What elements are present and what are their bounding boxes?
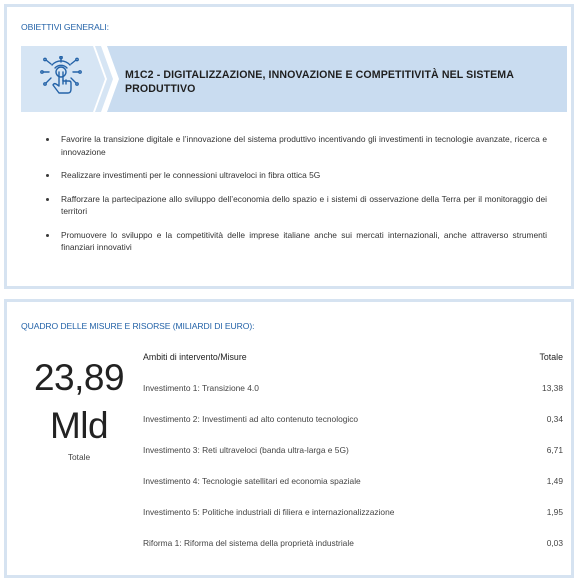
mission-banner	[21, 46, 567, 112]
resources-panel	[4, 299, 574, 578]
list-item	[37, 169, 547, 182]
measure-name: Investimento 3: Reti ultraveloci (banda ultra-larga e 5G)	[143, 445, 349, 455]
bullet-dot-icon	[46, 198, 49, 201]
total-summary	[25, 358, 133, 462]
objective-text: Realizzare investimenti per le connessioni ultraveloci in fibra ottica 5G	[61, 170, 321, 180]
table-row	[143, 445, 563, 463]
digital-hand-circuit-icon	[39, 56, 83, 102]
list-item	[37, 133, 547, 158]
objectives-panel	[4, 4, 574, 289]
measure-name: Investimento 4: Tecnologie satellitari ed economia spaziale	[143, 476, 361, 486]
measure-value: 0,03	[546, 538, 563, 548]
list-item	[37, 229, 547, 254]
table-row	[143, 507, 563, 525]
objective-text: Rafforzare la partecipazione allo sviluppo dell’economia dello spazio e i sistemi di osservazione della Terra per il monitoraggio dei territori	[61, 193, 547, 216]
total-value: 23,89	[33, 357, 125, 398]
mission-title: M1C2 - DIGITALIZZAZIONE, INNOVAZIONE E COMPETITIVITÀ NEL SISTEMA PRODUTTIVO	[125, 69, 514, 95]
header-measures: Ambiti di intervento/Misure	[143, 352, 247, 362]
header-total: Totale	[539, 352, 563, 362]
objectives-section-label: OBIETTIVI GENERALI:	[21, 22, 109, 32]
measure-name: Investimento 1: Transizione 4.0	[143, 383, 259, 393]
objectives-list	[37, 133, 547, 265]
measure-name: Investimento 5: Politiche industriali di filiera e internazionalizzazione	[143, 507, 395, 517]
bullet-dot-icon	[46, 174, 49, 177]
list-item	[37, 193, 547, 218]
measure-value: 13,38	[542, 383, 563, 393]
objective-text: Promuovere lo sviluppo e la competitività delle imprese italiane anche sui mercati internazionali, anche attraverso strumenti finanziari innovativi	[61, 229, 547, 252]
objective-text: Favorire la transizione digitale e l’innovazione del sistema produttivo incentivando gli investimenti in tecnologie avanzate, ricerca e innovazione	[61, 134, 547, 157]
total-unit: Mld	[49, 405, 109, 446]
table-row	[143, 383, 563, 401]
measure-value: 1,95	[546, 507, 563, 517]
table-row	[143, 476, 563, 494]
measure-value: 1,49	[546, 476, 563, 486]
bullet-dot-icon	[46, 138, 49, 141]
measure-name: Investimento 2: Investimenti ad alto contenuto tecnologico	[143, 414, 359, 424]
table-row	[143, 414, 563, 432]
table-row	[143, 538, 563, 556]
resources-section-label: QUADRO DELLE MISURE E RISORSE (MILIARDI DI EURO):	[21, 321, 255, 331]
total-label: Totale	[67, 452, 91, 462]
measure-value: 0,34	[546, 414, 563, 424]
bullet-dot-icon	[46, 234, 49, 237]
table-header	[143, 352, 563, 370]
measure-value: 6,71	[546, 445, 563, 455]
measure-name: Riforma 1: Riforma del sistema della proprietà industriale	[143, 538, 354, 548]
measures-table	[143, 352, 563, 556]
